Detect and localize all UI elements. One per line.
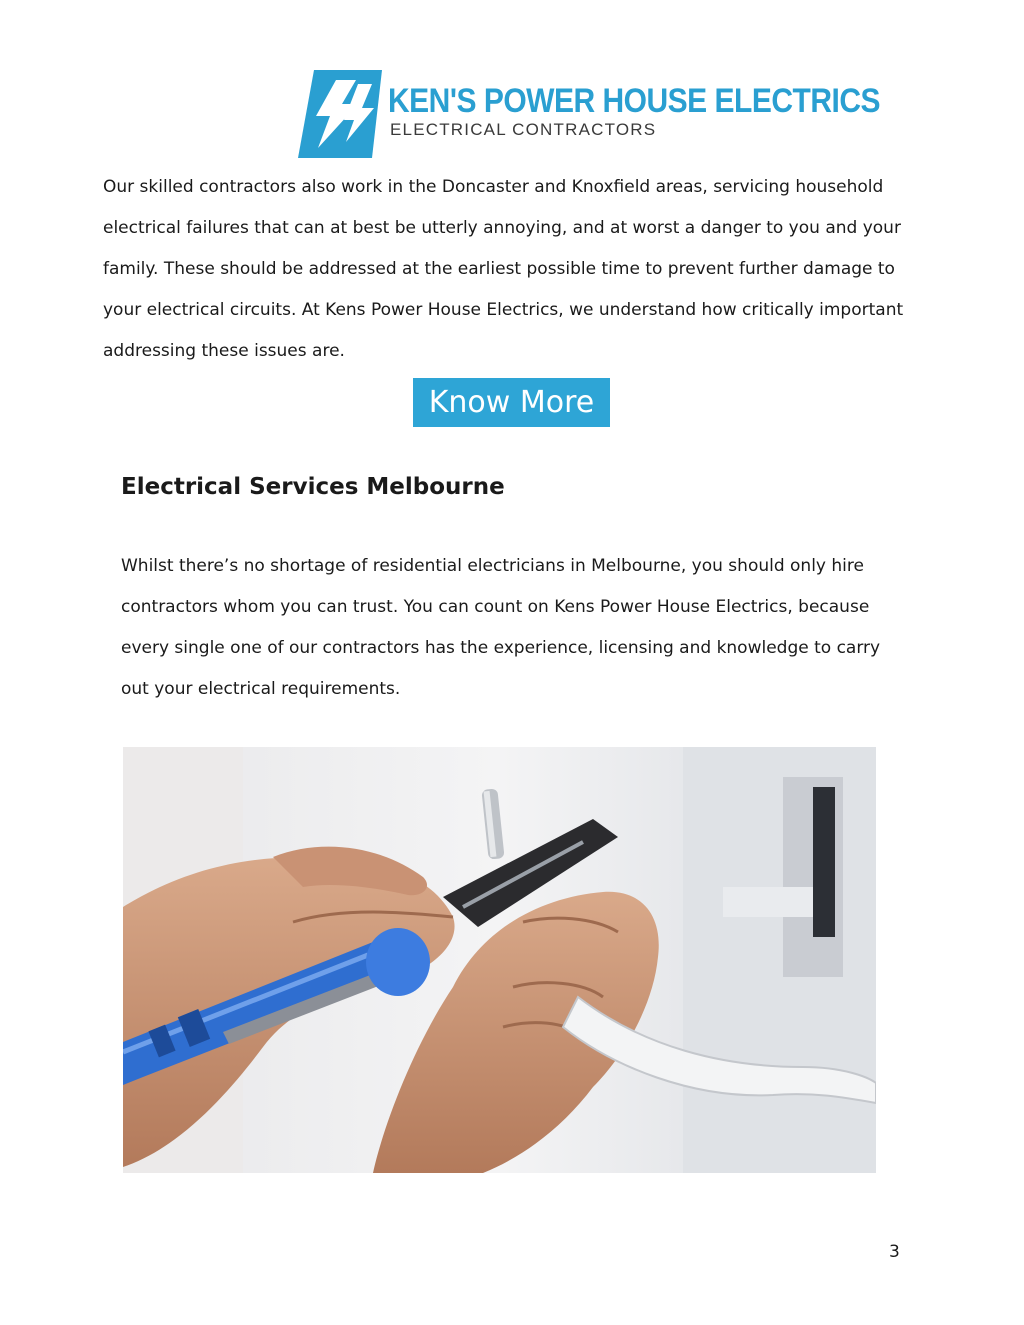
electrician-hands-photo xyxy=(123,747,876,1173)
section-paragraph: Whilst there’s no shortage of residential electricians in Melbourne, you should only hire contractors whom you can trust. You can count on Kens Power House Electrics, because every single one of our contractors has the experience, licensing and knowledge to carry out your electrical requirements. xyxy=(121,556,881,699)
know-more-button[interactable]: Know More xyxy=(413,378,610,427)
logo-title: KEN'S POWER HOUSE ELECTRICS xyxy=(388,82,881,120)
lightning-bolt-icon xyxy=(296,68,388,160)
section-heading: Electrical Services Melbourne xyxy=(121,474,505,500)
page-number: 3 xyxy=(889,1242,900,1262)
logo-subtitle: ELECTRICAL CONTRACTORS xyxy=(390,120,657,139)
company-logo xyxy=(296,68,881,160)
intro-paragraph: Our skilled contractors also work in the Doncaster and Knoxfield areas, servicing household electrical failures that can at best be utterly annoying, and at worst a danger to you and your family. These should be addressed at the earliest possible time to prevent further damage to your electrical circuits. At Kens Power House Electrics, we understand how critically important addressing these issues are. xyxy=(103,177,904,361)
